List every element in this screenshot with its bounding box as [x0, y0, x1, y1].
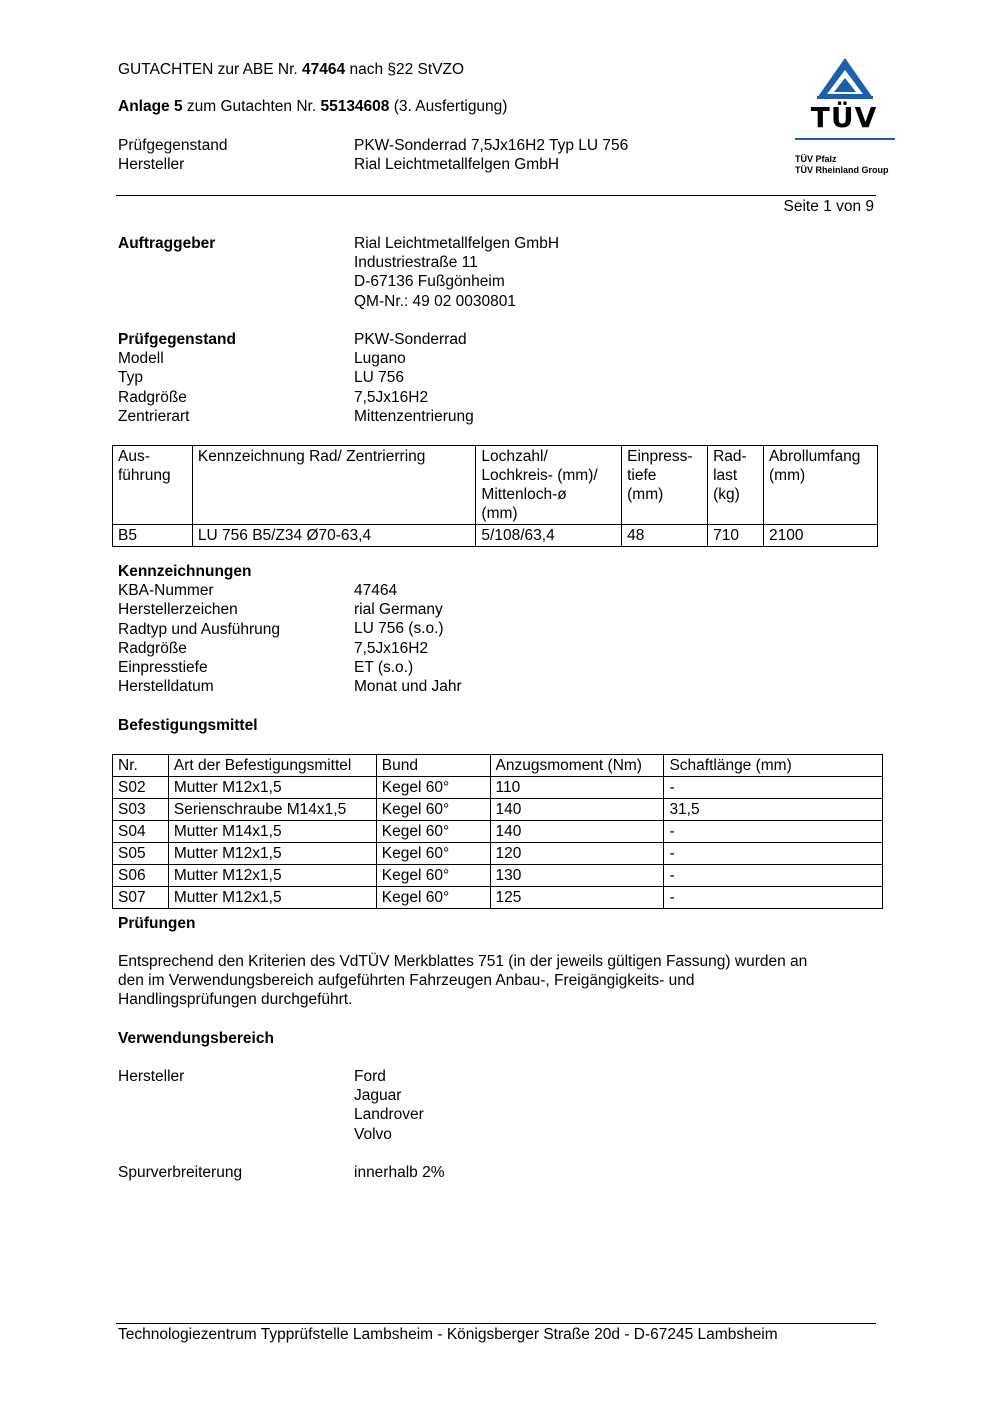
address-line: D-67136 Fußgönheim	[354, 273, 505, 291]
field-value: ET (s.o.)	[354, 658, 414, 676]
table-header-row	[113, 755, 883, 777]
address-line: QM-Nr.: 49 02 0030801	[354, 292, 516, 310]
table-cell: Serienschraube M14x1,5	[168, 799, 376, 821]
list-item: Jaguar	[354, 1087, 402, 1105]
table-cell: -	[664, 843, 883, 865]
field-label: Modell	[118, 350, 164, 368]
table-cell: -	[664, 777, 883, 799]
verwendung-hersteller-list	[354, 1067, 424, 1144]
field-value: 7,5Jx16H2	[354, 639, 429, 657]
field-value: 47464	[354, 582, 398, 599]
header-cell: Schaftlänge (mm)	[664, 755, 883, 777]
table-cell: Kegel 60°	[376, 821, 490, 843]
table-cell: Mutter M12x1,5	[168, 887, 376, 909]
section-title: Befestigungsmittel	[118, 717, 258, 734]
header-hersteller-label: Hersteller	[118, 156, 185, 173]
pruefgegenstand-value: PKW-Sonderrad	[354, 331, 467, 348]
table-cell: Mutter M12x1,5	[168, 777, 376, 799]
pruefgegenstand-values	[354, 330, 474, 426]
header-cell: Rad- last (kg)	[708, 446, 764, 525]
pruefungen-paragraph	[118, 952, 807, 1010]
list-item: Ford	[354, 1068, 386, 1085]
table-cell: 5/108/63,4	[476, 525, 622, 547]
header-hersteller-value: Rial Leichtmetallfelgen GmbH	[354, 156, 560, 173]
header-cell: Bund	[376, 755, 490, 777]
table-row	[113, 525, 878, 547]
table-cell: 110	[490, 777, 664, 799]
table-cell: Kegel 60°	[376, 777, 490, 799]
address-line: Industriestraße 11	[354, 254, 478, 272]
field-label: Typ	[118, 369, 143, 387]
table-row	[113, 799, 883, 821]
footer-rule	[116, 1323, 876, 1324]
table-cell: Mutter M12x1,5	[168, 865, 376, 887]
field-value: 7,5Jx16H2	[354, 388, 429, 406]
verwendung-hersteller-label: Hersteller	[118, 1068, 185, 1085]
table-row	[113, 777, 883, 799]
table-cell: B5	[113, 525, 193, 547]
header-cell: Nr.	[113, 755, 169, 777]
paragraph-line: Entsprechend den Kriterien des VdTÜV Merkblattes 751 (in der jeweils gültigen Fassung) wurden an	[118, 953, 808, 970]
header-cell: Kennzeichnung Rad/ Zentrierring	[192, 446, 476, 525]
table-cell: S02	[113, 777, 169, 799]
field-label: Radtyp und Ausführung	[118, 620, 281, 638]
table-row	[113, 865, 883, 887]
field-label: Herstellerzeichen	[118, 601, 238, 619]
field-label: Herstelldatum	[118, 678, 214, 696]
kennzeichnungen-labels	[118, 562, 280, 696]
spur-label: Spurverbreiterung	[118, 1164, 243, 1181]
table-row	[113, 843, 883, 865]
table-cell: Kegel 60°	[376, 843, 490, 865]
field-label: Radgröße	[118, 639, 187, 657]
logo-rule	[795, 138, 895, 140]
header-cell: Lochzahl/ Lochkreis- (mm)/ Mittenloch-ø (mm)	[476, 446, 622, 525]
footer-address: Technologiezentrum Typprüfstelle Lambsheim - Königsberger Straße 20d - D-67245 Lambsheim	[118, 1326, 778, 1343]
table-cell: -	[664, 887, 883, 909]
table-cell: S06	[113, 865, 169, 887]
field-value: Lugano	[354, 350, 406, 368]
section-title: Verwendungsbereich	[118, 1030, 274, 1047]
paragraph-line: Handlingsprüfungen durchgeführt.	[118, 991, 353, 1009]
table-header-row	[113, 446, 878, 525]
annex-line: Anlage 5 zum Gutachten Nr. 55134608 (3. Ausfertigung)	[118, 98, 508, 115]
auftraggeber-label: Auftraggeber	[118, 235, 216, 252]
auftraggeber-address	[354, 234, 559, 311]
header-cell: Anzugsmoment (Nm)	[490, 755, 664, 777]
tuv-logo-sub2: TÜV Rheinland Group	[795, 165, 889, 175]
header-rule	[116, 195, 876, 196]
pruefgegenstand-labels	[118, 330, 236, 426]
field-value: rial Germany	[354, 601, 443, 619]
table-cell: S05	[113, 843, 169, 865]
header-cell: Abrollumfang (mm)	[764, 446, 878, 525]
table-cell: S04	[113, 821, 169, 843]
page-number: Seite 1 von 9	[783, 198, 874, 215]
table-cell: LU 756 B5/Z34 Ø70-63,4	[192, 525, 476, 547]
list-item: Volvo	[354, 1125, 392, 1143]
table-cell: 31,5	[664, 799, 883, 821]
table-row	[113, 887, 883, 909]
header-cell: Einpress- tiefe (mm)	[622, 446, 708, 525]
table-cell: 2100	[764, 525, 878, 547]
kennzeichnungen-values	[354, 581, 462, 696]
section-title: Kennzeichnungen	[118, 563, 252, 580]
field-label: Zentrierart	[118, 407, 190, 425]
table-cell: Kegel 60°	[376, 887, 490, 909]
field-label: Einpresstiefe	[118, 659, 208, 677]
header-pruef-label: Prüfgegenstand	[118, 137, 228, 154]
pruefgegenstand-label: Prüfgegenstand	[118, 331, 236, 348]
tuv-logo	[790, 56, 900, 178]
table-cell: 130	[490, 865, 664, 887]
table-cell: S07	[113, 887, 169, 909]
field-label: Radgröße	[118, 388, 187, 406]
section-title: Prüfungen	[118, 915, 196, 932]
field-value: Monat und Jahr	[354, 678, 462, 696]
header-cell: Art der Befestigungsmittel	[168, 755, 376, 777]
table-cell: 710	[708, 525, 764, 547]
table-cell: 140	[490, 799, 664, 821]
befestigung-table	[112, 754, 883, 909]
table-cell: 48	[622, 525, 708, 547]
address-line: Rial Leichtmetallfelgen GmbH	[354, 235, 560, 252]
field-value: LU 756 (s.o.)	[354, 620, 444, 638]
field-value: LU 756	[354, 369, 404, 387]
field-label: KBA-Nummer	[118, 582, 214, 600]
table-cell: Mutter M14x1,5	[168, 821, 376, 843]
tuv-logo-sub1: TÜV Pfalz	[795, 154, 837, 164]
report-title: GUTACHTEN zur ABE Nr. 47464 nach §22 StVZO	[118, 61, 465, 78]
table-cell: 140	[490, 821, 664, 843]
header-pruef-value: PKW-Sonderrad 7,5Jx16H2 Typ LU 756	[354, 137, 629, 154]
field-value: Mittenzentrierung	[354, 407, 474, 425]
spur-value: innerhalb 2%	[354, 1164, 445, 1181]
rad-table	[112, 445, 878, 547]
table-cell: Kegel 60°	[376, 865, 490, 887]
header-cell: Aus- führung	[113, 446, 193, 525]
table-cell: S03	[113, 799, 169, 821]
table-cell: -	[664, 821, 883, 843]
tuv-logo-text: TÜV	[810, 101, 878, 134]
table-cell: -	[664, 865, 883, 887]
list-item: Landrover	[354, 1106, 424, 1124]
table-cell: Mutter M12x1,5	[168, 843, 376, 865]
table-row	[113, 821, 883, 843]
table-cell: 120	[490, 843, 664, 865]
table-cell: 125	[490, 887, 664, 909]
paragraph-line: den im Verwendungsbereich aufgeführten Fahrzeugen Anbau-, Freigängigkeits- und	[118, 972, 695, 990]
table-cell: Kegel 60°	[376, 799, 490, 821]
